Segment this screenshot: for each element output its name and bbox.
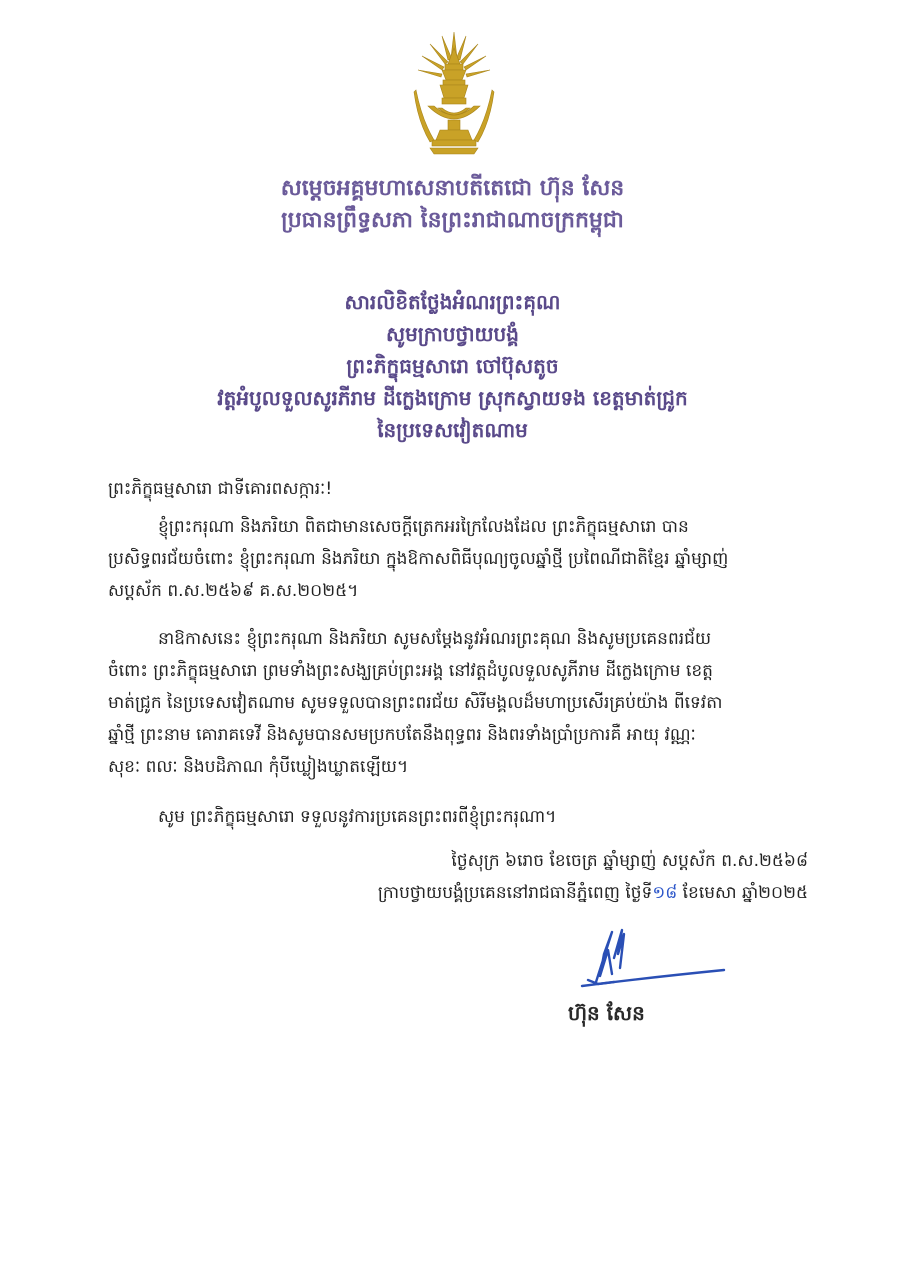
- letter-greeting: សូមក្រាបថ្វាយបង្គំ: [386, 322, 519, 346]
- handwritten-signature: [574, 924, 730, 994]
- place-date-suffix: ខែមេសា ឆ្នាំ២០២៥: [677, 883, 808, 903]
- place-date-line: [378, 880, 808, 906]
- paragraph-3-line-1: សូម ព្រះភិក្ខុធម្មសារោ ទទួលនូវការប្រគេនព្រះពរពីខ្ញុំព្រះករុណា។: [158, 807, 557, 827]
- paragraph-2-line-4: ឆ្នាំថ្មី ព្រះនាម គោរាគទេវី និងសូមបានសមប្រកបតែនឹងពុទ្ធពរ និងពរទាំងប្រាំប្រការគឺ អាយុ វណ្ណៈ: [108, 725, 696, 745]
- paragraph-1-line-2: ប្រសិទ្ធពរជ័យចំពោះ ខ្ញុំព្រះករុណា និងភរិយា ក្នុងឱកាសពិធីបុណ្យចូលឆ្នាំថ្មី ប្រពៃណីជាតិខ្មែរ ឆ្នាំម្សាញ់: [108, 549, 729, 569]
- paragraph-2-line-1: នាឱកាសនេះ ខ្ញុំព្រះករុណា និងភរិយា សូមសម្តែងនូវអំណរព្រះគុណ និងសូមប្រគេនពរជ័យ: [158, 629, 712, 649]
- place-date-prefix: ក្រាបថ្វាយបង្គំប្រគេននៅរាជធានីភ្នំពេញ ថ្ងៃទី: [377, 883, 653, 903]
- paragraph-2-line-5: សុខៈ ពលៈ និងបដិភាណ កុំបីឃ្លៀងឃ្លាតឡើយ។: [108, 757, 409, 777]
- paragraph-1-line-3: សប្តស័ក ព.ស.២៥៦៩ គ.ស.២០២៥។: [108, 581, 359, 601]
- senate-emblem-icon: [412, 30, 496, 160]
- sender-position: ប្រធានព្រឹទ្ធសភា នៃព្រះរាជាណាចក្រកម្ពុជា: [281, 208, 624, 233]
- lunar-date-line: ថ្ងៃសុក្រ ៦រោច ខែចេត្រ ឆ្នាំម្សាញ់ សប្តស័ក ព.ស.២៥៦៨: [451, 851, 808, 871]
- sender-name: សម្តេចអគ្គមហាសេនាបតីតេជោ ហ៊ុន សែន: [280, 176, 625, 201]
- recipient-name: ព្រះភិក្ខុធម្មសារោ ចៅប៊ុសតូច: [346, 354, 559, 378]
- recipient-country: នៃប្រទេសវៀតណាម: [377, 418, 528, 442]
- paragraph-1-line-1: ខ្ញុំព្រះករុណា និងភរិយា ពិតជាមានសេចក្តីត្រេកអរក្រៃលែងដែល ព្រះភិក្ខុធម្មសារោ បាន: [158, 517, 689, 537]
- letter-title: សារលិខិតថ្លែងអំណរព្រះគុណ: [344, 290, 561, 314]
- recipient-pagoda: វត្តអំបូលទួលសូរភីរាម ដីក្លេងក្រោម ស្រុកស្វាយទង ខេត្តមាត់ជ្រូក: [217, 386, 688, 410]
- salutation: ព្រះភិក្ខុធម្មសារោ ជាទីគោរពសក្ការៈ!: [108, 479, 333, 499]
- signer-name: ហ៊ុន សែន: [568, 1001, 645, 1025]
- handwritten-day: ១៨: [652, 883, 678, 903]
- paragraph-2-line-2: ចំពោះ ព្រះភិក្ខុធម្មសារោ ព្រមទាំងព្រះសង្ឃគ្រប់ព្រះអង្គ នៅវត្តដំបូលទួលសូភីរាម ដីក្លេងក្រោម ខេត្ត: [108, 661, 713, 681]
- paragraph-2-line-3: មាត់ជ្រូក នៃប្រទេសវៀតណាម សូមទទួលបានព្រះពរជ័យ សិរីមង្គលដ៏មហាប្រសើរគ្រប់យ៉ាង ពីទេវតា: [108, 693, 723, 713]
